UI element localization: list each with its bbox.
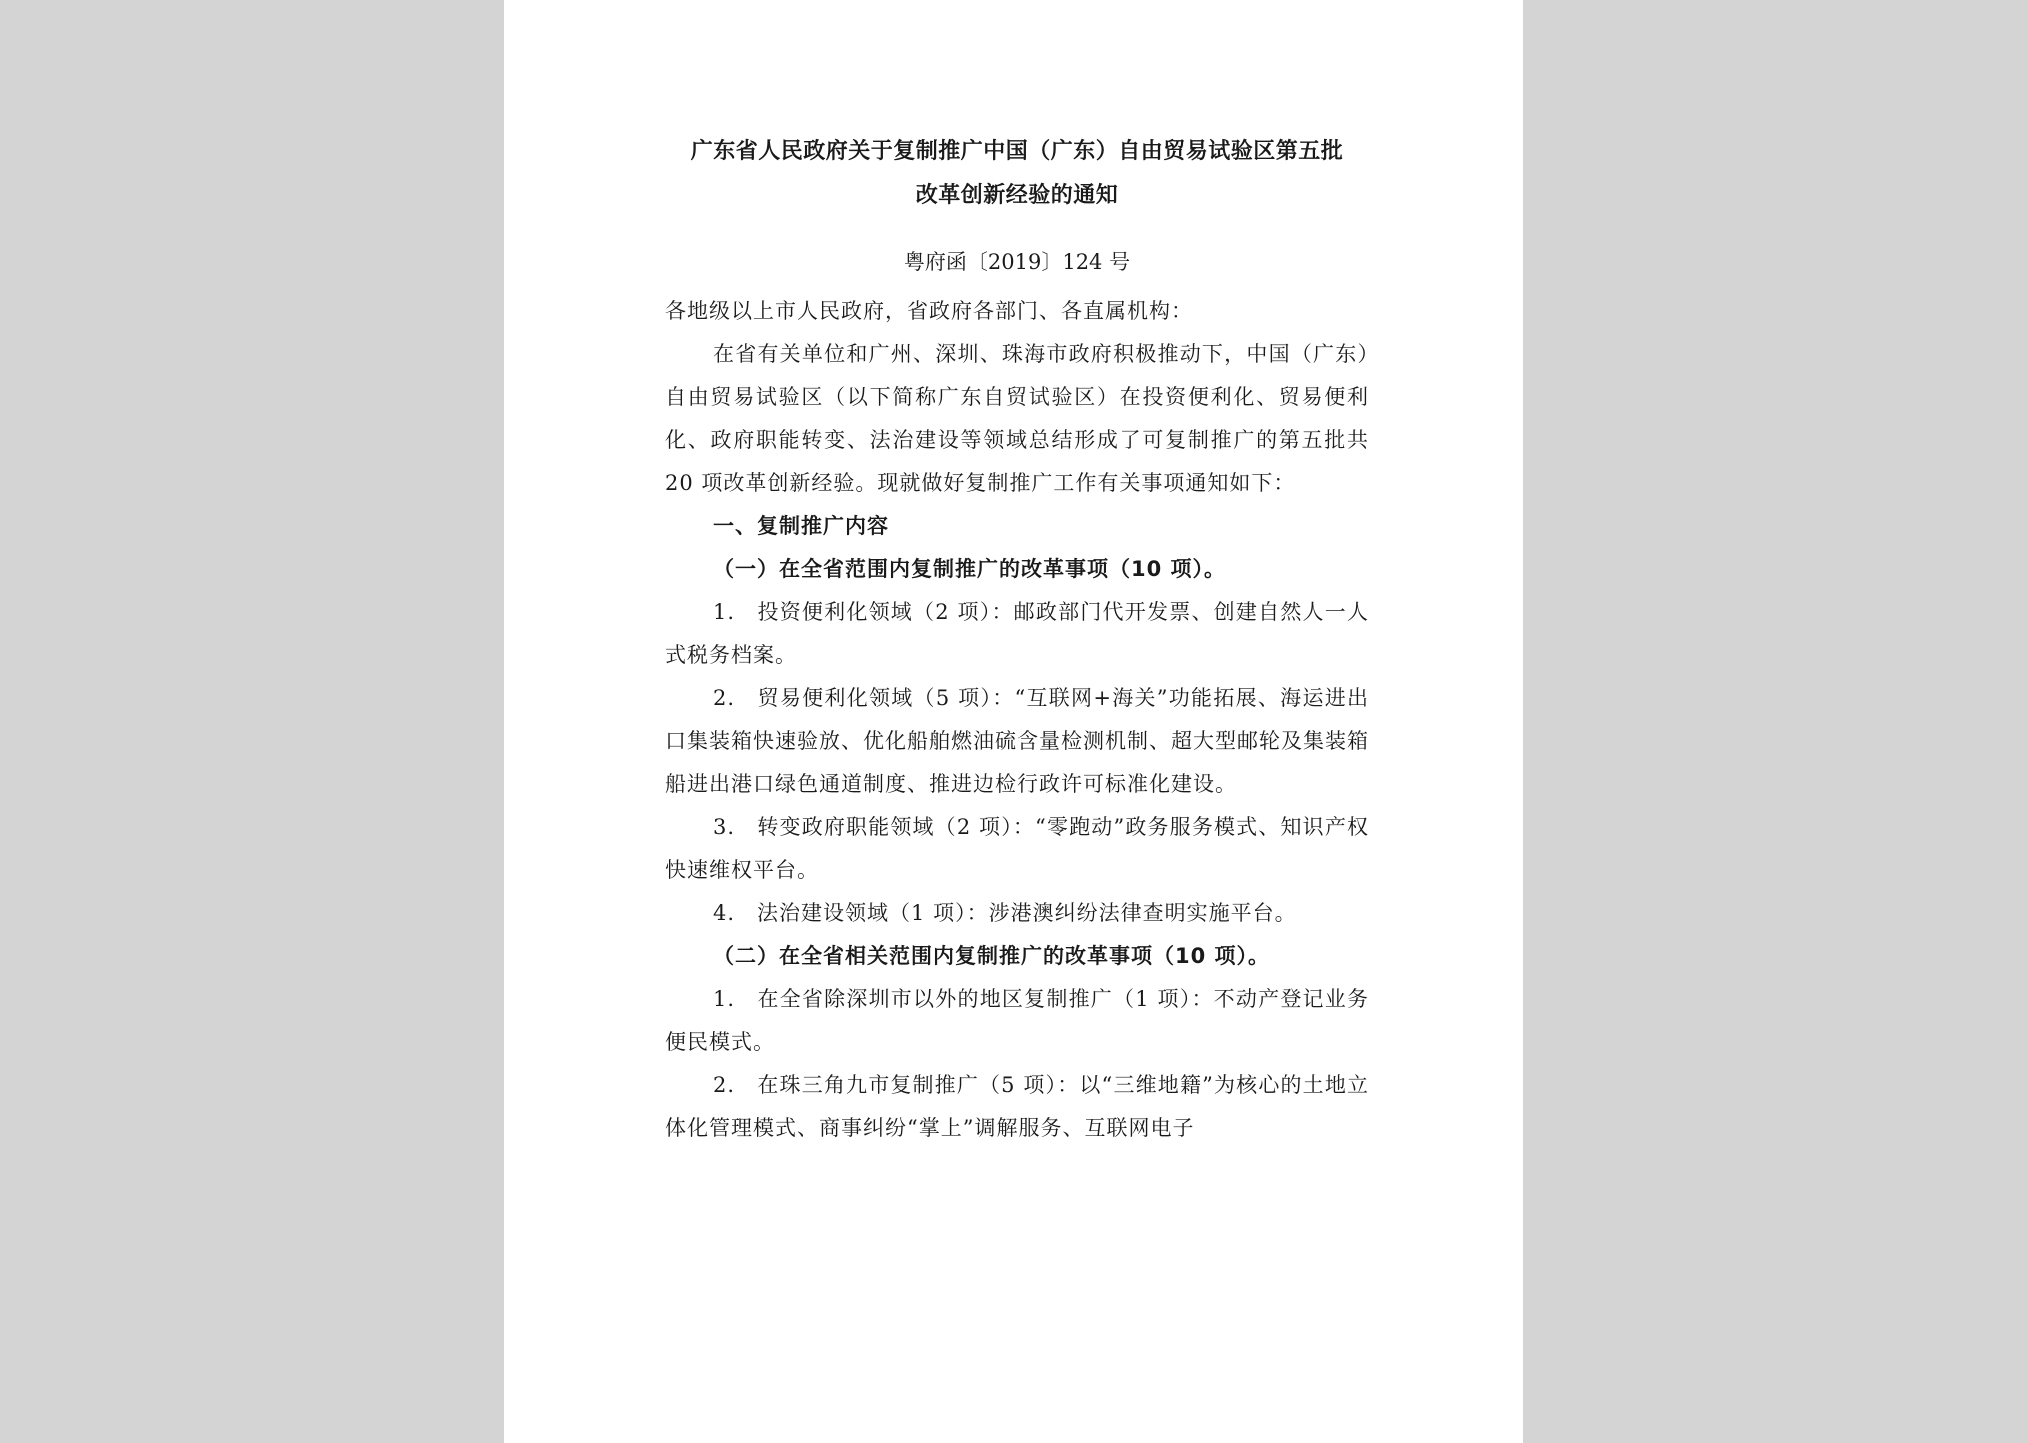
intro-paragraph: 在省有关单位和广州、深圳、珠海市政府积极推动下，中国（广东）自由贸易试验区（以下简称广东自贸试验区）在投资便利化、贸易便利化、政府职能转变、法治建设等领域总结形成了可复制推广的第五批共 20 项改革创新经验。现就做好复制推广工作有关事项通知如下： bbox=[665, 342, 1369, 495]
salutation: 各地级以上市人民政府，省政府各部门、各直属机构： bbox=[665, 299, 1193, 323]
list-item: 2. 在珠三角九市复制推广（5 项）：以“三维地籍”为核心的土地立体化管理模式、商事纠纷“掌上”调解服务、互联网电子 bbox=[665, 1073, 1369, 1140]
list-item: 1. 在全省除深圳市以外的地区复制推广（1 项）：不动产登记业务便民模式。 bbox=[665, 987, 1369, 1054]
section-1-heading: 一、复制推广内容 bbox=[713, 514, 889, 538]
list-item: 3. 转变政府职能领域（2 项）：“零跑动”政务服务模式、知识产权快速维权平台。 bbox=[665, 815, 1369, 882]
page-content bbox=[665, 130, 1369, 1150]
title-line-1: 广东省人民政府关于复制推广中国（广东）自由贸易试验区第五批 bbox=[690, 139, 1344, 164]
title-line-2: 改革创新经验的通知 bbox=[915, 183, 1119, 208]
document-number: 粤府函〔2019〕124 号 bbox=[903, 250, 1131, 274]
list-item: 1. 投资便利化领域（2 项）：邮政部门代开发票、创建自然人一人式税务档案。 bbox=[665, 600, 1369, 667]
list-item: 4. 法治建设领域（1 项）：涉港澳纠纷法律查明实施平台。 bbox=[713, 901, 1297, 925]
subsection-1-heading: （一）在全省范围内复制推广的改革事项（10 项）。 bbox=[713, 557, 1227, 581]
subsection-2-heading: （二）在全省相关范围内复制推广的改革事项（10 项）。 bbox=[713, 944, 1271, 968]
document-page bbox=[504, 0, 1523, 1443]
document-title bbox=[665, 130, 1369, 218]
list-item: 2. 贸易便利化领域（5 项）：“互联网+海关”功能拓展、海运进出口集装箱快速验放、优化船舶燃油硫含量检测机制、超大型邮轮及集装箱船进出港口绿色通道制度、推进边检行政许可标准化建设。 bbox=[665, 686, 1369, 796]
